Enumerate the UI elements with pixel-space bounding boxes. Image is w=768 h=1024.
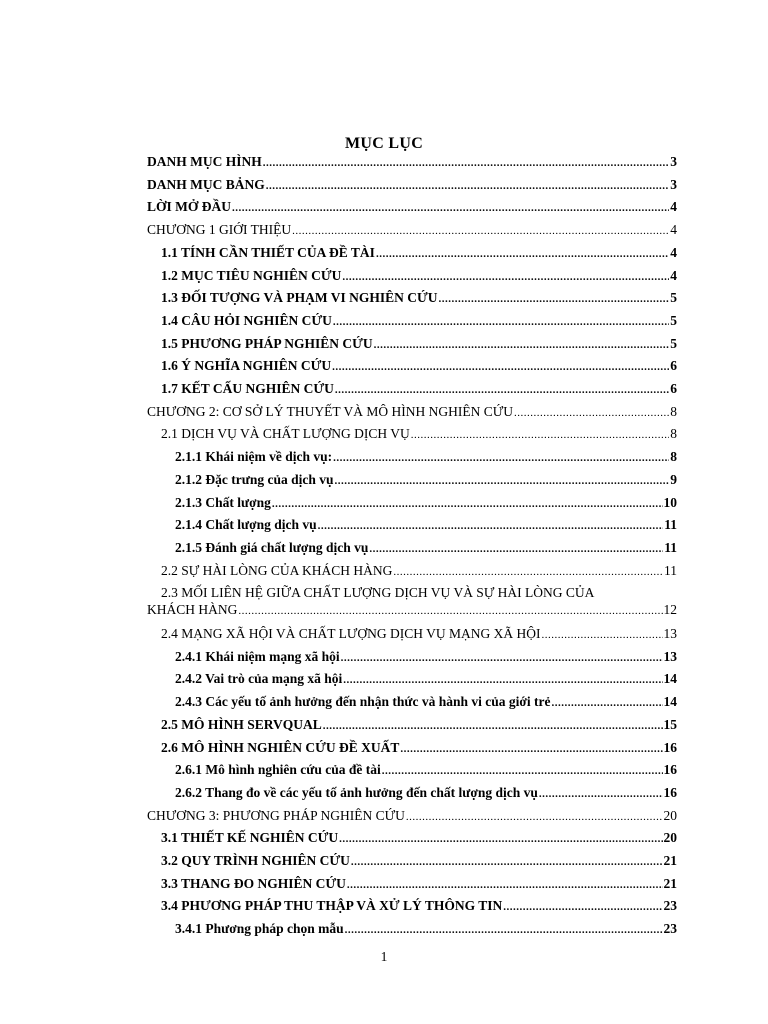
toc-leader-dots — [374, 337, 670, 354]
toc-entry[interactable] — [175, 784, 677, 803]
toc-entry-page: 21 — [663, 853, 677, 868]
toc-entry-label: 2.6.2 Thang đo về các yếu tố ảnh hưởng đến chất lượng dịch vụ — [175, 784, 538, 800]
toc-leader-dots — [406, 809, 663, 826]
toc-entry[interactable] — [161, 244, 677, 263]
toc-entry[interactable] — [161, 852, 677, 871]
toc-entry-label: DANH MỤC HÌNH — [147, 154, 262, 169]
toc-leader-dots — [347, 877, 663, 894]
toc-entry-label: 1.6 Ý NGHĨA NGHIÊN CỨU — [161, 358, 332, 374]
toc-entry-label: 3.4.1 Phương pháp chọn mẫu — [175, 921, 344, 937]
toc-entry[interactable] — [161, 380, 677, 399]
toc-leader-dots — [376, 246, 669, 263]
toc-leader-dots — [342, 269, 669, 286]
toc-entry[interactable] — [147, 403, 677, 422]
toc-entry[interactable] — [175, 693, 677, 712]
toc-leader-dots — [232, 200, 669, 217]
toc-leader-dots — [345, 922, 663, 939]
toc-entry-page: 13 — [663, 626, 677, 641]
toc-leader-dots — [411, 427, 670, 444]
toc-entry-label: 2.3 MỐI LIÊN HỆ GIỮA CHẤT LƯỢNG DỊCH VỤ VÀ SỰ HÀI LÒNG CỦA — [161, 585, 595, 601]
toc-entry[interactable] — [175, 516, 677, 535]
toc-leader-dots — [272, 496, 663, 513]
toc-leader-dots — [339, 831, 662, 848]
toc-leader-dots — [341, 650, 663, 667]
toc-title: MỤC LỤC — [344, 135, 424, 152]
toc-leader-dots — [332, 359, 669, 376]
toc-entry-page: 6 — [670, 358, 677, 374]
toc-entry-page: 6 — [670, 381, 677, 396]
toc-entry-page: 16 — [663, 762, 677, 778]
toc-entry-page: 13 — [663, 648, 677, 664]
toc-entry-label: 2.4.3 Các yếu tố ảnh hưởng đến nhận thức và hành vi của giới trẻ — [175, 694, 551, 710]
toc-leader-dots — [351, 854, 663, 871]
toc-entry[interactable] — [161, 829, 677, 848]
toc-entry-label: 1.2 MỤC TIÊU NGHIÊN CỨU — [161, 267, 342, 283]
toc-leader-dots — [503, 899, 662, 916]
toc-entry-page: 8 — [670, 449, 677, 465]
toc-entry[interactable] — [175, 761, 677, 780]
toc-entry[interactable] — [161, 716, 677, 735]
toc-entry-page: 9 — [670, 471, 677, 487]
toc-entry-page: 15 — [663, 716, 677, 732]
toc-entry[interactable] — [175, 471, 677, 490]
toc-entry-page: 5 — [670, 335, 677, 351]
toc-entry-page: 10 — [663, 494, 677, 510]
toc-entry-label: 1.3 ĐỐI TƯỢNG VÀ PHẠM VI NGHIÊN CỨU — [161, 290, 438, 306]
toc-leader-dots — [551, 695, 662, 712]
toc-entry-page: 16 — [663, 784, 677, 800]
toc-entry-label: 1.1 TÍNH CẦN THIẾT CỦA ĐỀ TÀI — [161, 244, 375, 260]
toc-entry[interactable] — [147, 153, 677, 172]
toc-entry[interactable] — [161, 739, 677, 758]
toc-leader-dots — [263, 155, 670, 172]
toc-entry[interactable] — [161, 312, 677, 331]
toc-leader-dots — [333, 314, 669, 331]
toc-entry-label: 2.4 MẠNG XÃ HỘI VÀ CHẤT LƯỢNG DỊCH VỤ MẠNG XÃ HỘI — [161, 626, 541, 641]
toc-entry-label: 3.1 THIẾT KẾ NGHIÊN CỨU — [161, 830, 339, 846]
toc-entry[interactable] — [175, 920, 677, 939]
toc-entry-label: 2.1.2 Đặc trưng của dịch vụ — [175, 471, 334, 487]
toc-entry[interactable] — [161, 289, 677, 308]
toc-entry-label: 1.5 PHƯƠNG PHÁP NGHIÊN CỨU — [161, 335, 373, 351]
toc-entry-page: 3 — [670, 176, 677, 192]
toc-entry-label: 2.1.5 Đánh giá chất lượng dịch vụ — [175, 539, 369, 555]
toc-entry[interactable] — [175, 494, 677, 513]
toc-entry-label: 2.2 SỰ HÀI LÒNG CỦA KHÁCH HÀNG — [161, 562, 393, 578]
toc-entry-label: DANH MỤC BẢNG — [147, 176, 265, 192]
toc-entry-label: 1.4 CÂU HỎI NGHIÊN CỨU — [161, 312, 332, 328]
toc-entry[interactable] — [161, 562, 677, 581]
toc-entry[interactable] — [161, 875, 677, 894]
toc-entry[interactable] — [147, 584, 677, 620]
toc-leader-dots — [439, 291, 670, 308]
toc-entry-page: 16 — [663, 739, 677, 755]
toc-leader-dots — [333, 450, 669, 467]
toc-entry-page: 8 — [670, 403, 677, 419]
toc-entry-page: 23 — [663, 921, 677, 937]
toc-entry-page: 11 — [664, 539, 677, 555]
toc-leader-dots — [393, 564, 663, 581]
toc-entry-page: 4 — [670, 267, 677, 283]
toc-entry[interactable] — [175, 670, 677, 689]
toc-entry-label: 2.1.4 Chất lượng dịch vụ — [175, 517, 317, 533]
toc-entry-page: 11 — [664, 562, 677, 578]
toc-entry-label: 3.3 THANG ĐO NGHIÊN CỨU — [161, 875, 346, 891]
toc-entry-label: 1.7 KẾT CẤU NGHIÊN CỨU — [161, 381, 334, 396]
toc-entry-label: 2.1.3 Chất lượng — [175, 494, 271, 510]
toc-leader-dots — [334, 473, 669, 490]
toc-entry-page: 23 — [663, 898, 677, 914]
toc-entry[interactable] — [147, 198, 677, 217]
toc-entry[interactable] — [161, 335, 677, 354]
page-number: 1 — [380, 949, 388, 964]
toc-entry-label: 2.6 MÔ HÌNH NGHIÊN CỨU ĐỀ XUẤT — [161, 739, 400, 755]
toc-entry-page: 8 — [670, 426, 677, 442]
toc-entry-page: 14 — [663, 694, 677, 710]
toc-entry[interactable] — [175, 448, 677, 467]
toc-entry-page: 4 — [670, 222, 677, 238]
toc-entry-page: 21 — [663, 875, 677, 891]
toc-entry[interactable] — [161, 425, 677, 444]
toc-entry[interactable] — [161, 357, 677, 376]
toc-entry-continuation — [147, 601, 677, 620]
toc-leader-dots — [343, 672, 662, 689]
toc-entry-page: 20 — [663, 807, 677, 823]
toc-entry[interactable] — [147, 807, 677, 826]
toc-entry[interactable] — [175, 539, 677, 558]
toc-leader-dots — [400, 741, 662, 758]
toc-entry-label: 3.2 QUY TRÌNH NGHIÊN CỨU — [161, 853, 350, 868]
toc-leader-dots — [323, 718, 663, 735]
toc-entry-page: 5 — [670, 290, 677, 306]
toc-entry-label: 2.6.1 Mô hình nghiên cứu của đề tài — [175, 762, 381, 778]
toc-entry-label: CHƯƠNG 2: CƠ SỞ LÝ THUYẾT VÀ MÔ HÌNH NGHIÊN CỨU — [147, 403, 513, 419]
toc-entry[interactable] — [147, 221, 677, 240]
toc-entry-label: 2.4.1 Khái niệm mạng xã hội — [175, 648, 340, 664]
toc-entry-page: 4 — [670, 199, 677, 215]
toc-leader-dots — [335, 382, 669, 399]
toc-leader-dots — [382, 763, 663, 780]
toc-entry-page: 12 — [663, 602, 677, 618]
toc-leader-dots — [539, 786, 663, 803]
toc-leader-dots — [292, 223, 669, 240]
toc-entry-page: 14 — [663, 671, 677, 687]
toc-entry[interactable] — [161, 897, 677, 916]
toc-entry[interactable] — [147, 176, 677, 195]
toc-entry-label: 2.4.2 Vai trò của mạng xã hội — [175, 671, 343, 687]
toc-entry-label: LỜI MỞ ĐẦU — [147, 199, 231, 215]
toc-leader-dots — [514, 405, 669, 422]
toc-entry[interactable] — [161, 267, 677, 286]
toc-leader-dots — [541, 627, 662, 644]
toc-entry-label: 2.1 DỊCH VỤ VÀ CHẤT LƯỢNG DỊCH VỤ — [161, 426, 410, 442]
toc-entry-label: 3.4 PHƯƠNG PHÁP THU THẬP VÀ XỬ LÝ THÔNG TIN — [161, 898, 503, 914]
toc-leader-dots — [318, 518, 664, 535]
toc-entry-label: CHƯƠNG 1 GIỚI THIỆU — [147, 222, 292, 238]
toc-leader-dots — [266, 178, 670, 195]
toc-entry[interactable] — [175, 648, 677, 667]
toc-entry-page: 4 — [670, 244, 677, 260]
toc-entry-page: 5 — [670, 312, 677, 328]
toc-entry-page: 3 — [670, 154, 677, 169]
toc-leader-dots — [238, 603, 662, 620]
toc-entry-label: CHƯƠNG 3: PHƯƠNG PHÁP NGHIÊN CỨU — [147, 807, 405, 823]
toc-entry-label: 2.1.1 Khái niệm về dịch vụ: — [175, 449, 333, 465]
toc-entry[interactable] — [161, 625, 677, 644]
toc-entry-label: KHÁCH HÀNG — [147, 602, 238, 618]
toc-entry-page: 11 — [664, 517, 677, 533]
toc-entry-page: 20 — [663, 830, 677, 846]
toc-entry-label: 2.5 MÔ HÌNH SERVQUAL — [161, 716, 322, 732]
toc-leader-dots — [369, 541, 663, 558]
